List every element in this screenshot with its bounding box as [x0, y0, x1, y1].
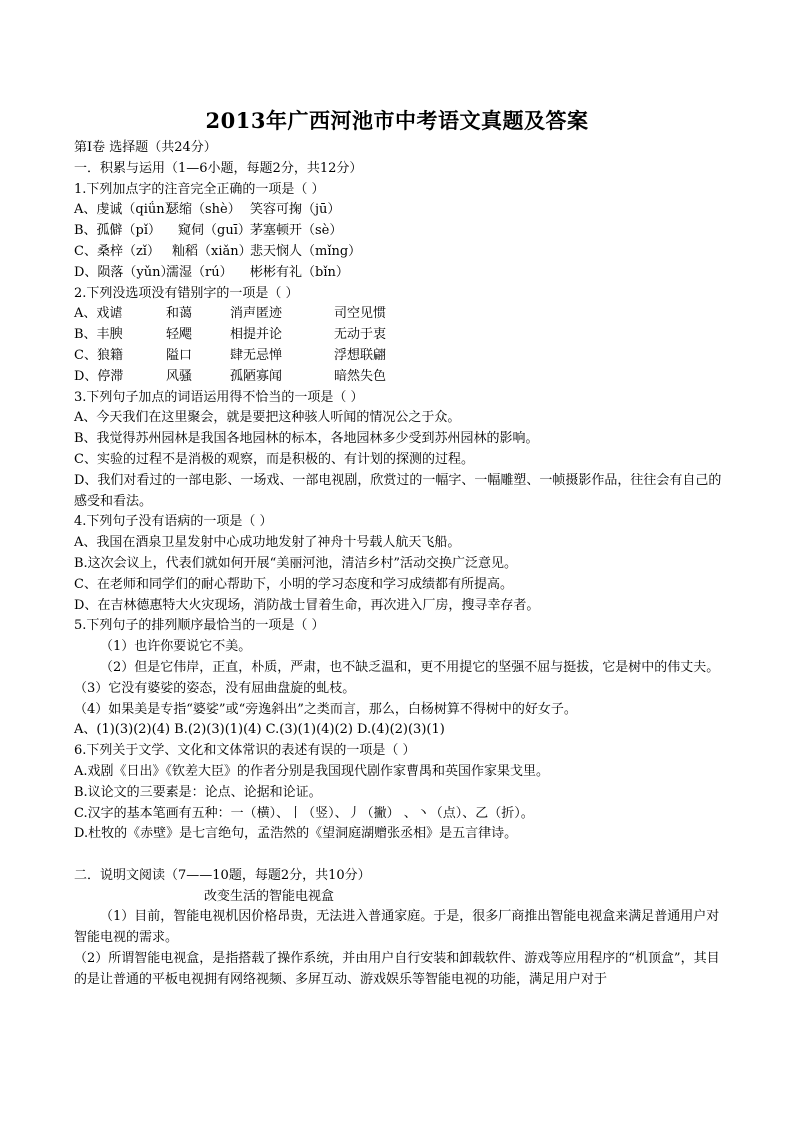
q5-sentence-1: （1）也许你要说它不美。: [100, 639, 252, 655]
document-body: [74, 138, 722, 991]
q5-sentence-3: （3）它没有婆娑的姿态，没有屈曲盘旋的虬枝。: [74, 680, 356, 696]
q2-option-b-4: 无动于衷: [334, 327, 387, 343]
question-4-stem: 4.下列句子没有语病的一项是（ ）: [74, 514, 273, 530]
q1-option-a-1: A、虔诚（qiǘn）: [74, 202, 178, 218]
q5-sentence-4: （4）如果美是专指“婆娑”或“旁逸斜出”之类而言，那么，白杨树算不得树中的好女子。: [74, 701, 577, 717]
q1-option-d-2: 濡湿（rú）: [166, 264, 233, 280]
part-header: 一．积累与运用（1—6小题，每题2分，共12分）: [74, 160, 363, 176]
q5-options: A、(1)(3)(2)(4) B.(2)(3)(1)(4) C.(3)(1)(4)(2) D.(4)(2)(3)(1): [74, 722, 445, 738]
q2-option-c-1: C、狼籍: [74, 347, 123, 363]
q1-option-c-1: C、桑梓（zǐ）: [74, 243, 160, 259]
q1-option-b: [74, 221, 722, 242]
question-2-stem: 2.下列没选项没有错别字的一项是（ ）: [74, 285, 299, 301]
q3-option-c: C、实验的过程不是消极的观察，而是积极的、有计划的探测的过程。: [74, 451, 474, 467]
q1-option-a-2: 瑟缩（shè）: [166, 202, 241, 218]
q6-option-d: D.杜牧的《赤壁》是七言绝句，孟浩然的《望洞庭湖赠张丞相》是五言律诗。: [74, 826, 518, 842]
q1-option-d: [74, 263, 722, 284]
article-paragraph-1: （1）目前，智能电视机因价格昂贵，无法进入普通家庭。于是，很多厂商推出智能电视盒来满足普通用户对智能电视的需求。: [74, 909, 720, 946]
q2-option-d-3: 孤陋寡闻: [230, 368, 283, 384]
article-title: 改变生活的智能电视盒: [204, 888, 335, 904]
q2-option-a: [74, 304, 722, 325]
q1-option-d-3: 彬彬有礼（bǐn）: [250, 264, 349, 280]
question-5-stem: 5.下列句子的排列顺序最恰当的一项是（ ）: [74, 618, 325, 634]
q3-option-d: D、我们对看过的一部电影、一场戏、一部电视剧，欣赏过的一幅字、一幅雕塑、一帧摄影作品，往往会有自己的感受和看法。: [74, 472, 722, 509]
q1-option-b-1: B、孤僻（pǐ）: [74, 223, 162, 239]
q6-option-a: A.戏剧《日出》《钦差大臣》的作者分别是我国现代剧作家曹禺和英国作家果戈里。: [74, 763, 550, 779]
page-title: 2013年广西河池市中考语文真题及答案: [205, 108, 589, 133]
question-6-stem: 6.下列关于文学、文化和文体常识的表述有误的一项是（ ）: [74, 743, 416, 759]
q1-option-c-2: 籼稻（xiǎn）: [172, 243, 252, 259]
q2-option-a-2: 和蔼: [166, 306, 193, 322]
q4-option-d: D、在吉林德惠特大火灾现场，消防战士冒着生命，再次进入厂房，搜寻幸存者。: [74, 597, 540, 613]
q1-option-b-2: 窥伺（guī）: [178, 223, 251, 239]
q1-option-b-3: 茅塞顿开（sè）: [250, 223, 343, 239]
section-header: 第Ⅰ卷 选择题（共24分）: [74, 140, 217, 155]
blank-line: [74, 845, 722, 866]
q1-option-a: [74, 200, 722, 221]
q4-option-b: B.这次会议上，代表们就如何开展“美丽河池，清洁乡村”活动交换广泛意见。: [74, 555, 517, 571]
q3-option-a: A、今天我们在这里聚会，就是要把这种骇人听闻的情况公之于众。: [74, 410, 461, 426]
q2-option-b-1: B、丰腴: [74, 327, 123, 343]
q2-option-d-1: D、停滞: [74, 368, 124, 384]
q1-option-a-3: 笑容可掬（jū）: [250, 202, 341, 218]
q2-option-d: [74, 367, 722, 388]
q2-option-c: [74, 346, 722, 367]
q2-option-b-3: 相提并论: [230, 327, 283, 343]
q4-option-c: C、在老师和同学们的耐心帮助下，小明的学习态度和学习成绩都有所提高。: [74, 576, 513, 592]
part-2-header: 二．说明文阅读（7——10题，每题2分，共10分）: [74, 867, 371, 883]
q2-option-a-1: A、戏谑: [74, 306, 123, 322]
q2-option-c-2: 隘口: [166, 347, 193, 363]
article-paragraph-2: （2）所谓智能电视盒，是指搭载了操作系统，并由用户自行安装和卸载软件、游戏等应用程序的“机顶盒”，其目的是让普通的平板电视拥有网络视频、多屏互动、游戏娱乐等智能电视的功能，满足用户对于: [74, 951, 720, 987]
q2-option-c-4: 浮想联翩: [334, 347, 387, 363]
q2-option-b-2: 轻飔: [166, 327, 193, 343]
q2-option-b: [74, 325, 722, 346]
q6-option-b: B.议论文的三要素是：论点、论据和论证。: [74, 784, 322, 800]
q2-option-c-3: 肆无忌惮: [230, 347, 283, 363]
q2-option-a-4: 司空见惯: [334, 306, 387, 322]
q6-option-c: C.汉字的基本笔画有五种：一（横）、丨（竖）、丿（撇） 、丶（点）、乙（折）。: [74, 805, 534, 821]
question-3-stem: 3.下列句子加点的词语运用得不恰当的一项是（ ）: [74, 389, 364, 405]
q1-option-c-3: 悲天悯人（mǐng）: [250, 243, 362, 259]
q1-option-d-1: D、陨落（yǔn）: [74, 264, 174, 280]
question-1-stem: 1.下列加点字的注音完全正确的一项是（ ）: [74, 181, 325, 197]
q5-sentence-2: （2）但是它伟岸，正直，朴质，严肃，也不缺乏温和，更不用提它的坚强不屈与挺拔，它是树中的伟丈夫。: [100, 659, 720, 675]
q2-option-a-3: 消声匿迹: [230, 306, 283, 322]
q2-option-d-2: 风骚: [166, 368, 193, 384]
q3-option-b: B、我觉得苏州园林是我国各地园林的标本，各地园林多少受到苏州园林的影响。: [74, 431, 539, 447]
q2-option-d-4: 暗然失色: [334, 368, 387, 384]
q1-option-c: [74, 242, 722, 263]
q4-option-a: A、我国在酒泉卫星发射中心成功地发射了神舟十号载人航天飞船。: [74, 535, 461, 551]
